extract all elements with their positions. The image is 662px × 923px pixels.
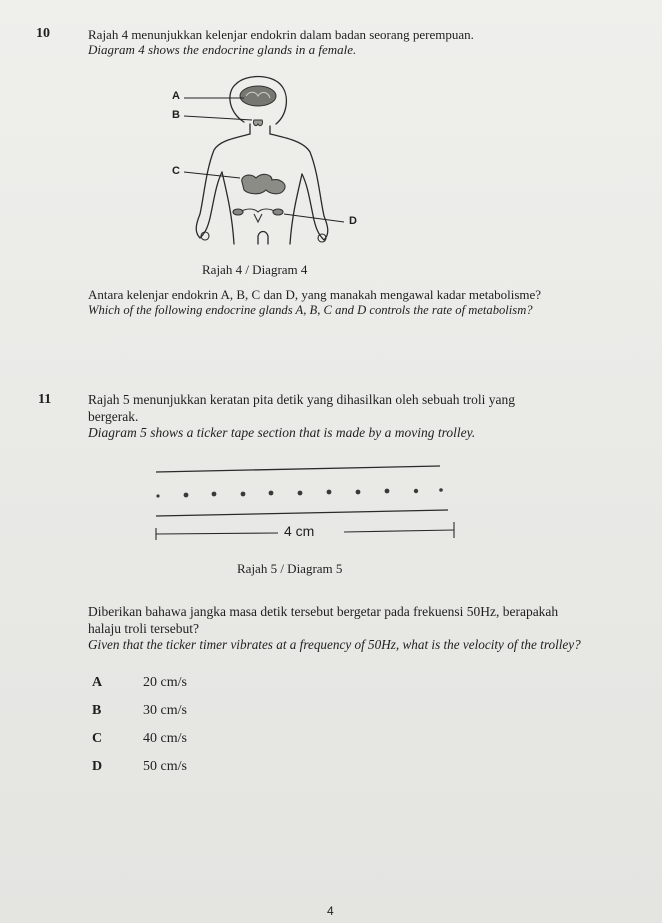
question-11-stem-malay-line2: bergerak. — [88, 409, 139, 424]
tape-dot — [241, 492, 246, 497]
option-a-text: 20 cm/s — [143, 675, 187, 690]
measure-line-left — [156, 533, 278, 534]
tape-dot — [327, 490, 332, 495]
option-d-text: 50 cm/s — [143, 759, 187, 774]
tape-dot — [356, 490, 361, 495]
question-10-ask-english: Which of the following endocrine glands A, B, C and D controls the rate of metabolism? — [88, 303, 533, 317]
tape-dot — [439, 488, 443, 492]
tape-dot — [298, 491, 303, 496]
tape-dot — [156, 494, 159, 497]
label-c: C — [172, 165, 180, 177]
question-11-stem-english: Diagram 5 shows a ticker tape section that is made by a moving trolley. — [88, 425, 476, 440]
question-11-number: 11 — [38, 392, 52, 407]
tape-dot — [385, 489, 390, 494]
question-10-ask-malay: Antara kelenjar endokrin A, B, C dan D, yang manakah mengawal kadar metabolisme? — [88, 287, 542, 302]
tape-bottom-edge — [156, 510, 448, 516]
measure-line-right — [344, 530, 454, 532]
label-b: B — [172, 109, 180, 121]
option-c-letter: C — [92, 731, 103, 746]
option-a-letter: A — [92, 675, 103, 690]
diagram-4-caption: Rajah 4 / Diagram 4 — [202, 262, 308, 277]
option-b-text: 30 cm/s — [143, 703, 187, 718]
page-number: 4 — [327, 904, 334, 918]
option-c-text: 40 cm/s — [143, 731, 187, 746]
question-10-stem-malay: Rajah 4 menunjukkan kelenjar endokrin dalam badan seorang perempuan. — [88, 27, 474, 42]
option-d-letter: D — [92, 759, 103, 774]
ticker-dots — [156, 488, 442, 497]
tape-dot — [184, 493, 189, 498]
question-10-number: 10 — [36, 26, 50, 41]
question-11-given-english: Given that the ticker timer vibrates at a frequency of 50Hz, what is the velocity of the trolley? — [88, 637, 581, 652]
tape-dot — [212, 492, 217, 497]
tape-dot — [414, 489, 418, 493]
tape-top-edge — [156, 466, 440, 472]
measurement-label: 4 cm — [284, 523, 315, 539]
label-d: D — [349, 215, 357, 227]
question-11-stem-malay-line1: Rajah 5 menunjukkan keratan pita detik yang dihasilkan oleh sebuah troli yang — [88, 392, 516, 407]
question-11-given-malay-line2: halaju troli tersebut? — [88, 621, 199, 636]
diagram-5-caption: Rajah 5 / Diagram 5 — [237, 561, 343, 576]
label-a: A — [172, 90, 180, 102]
option-b-letter: B — [92, 703, 102, 718]
question-11-given-malay-line1: Diberikan bahawa jangka masa detik tersebut bergetar pada frekuensi 50Hz, berapakah — [88, 604, 559, 619]
tape-dot — [269, 491, 274, 496]
question-10-stem-english: Diagram 4 shows the endocrine glands in a female. — [88, 42, 357, 57]
